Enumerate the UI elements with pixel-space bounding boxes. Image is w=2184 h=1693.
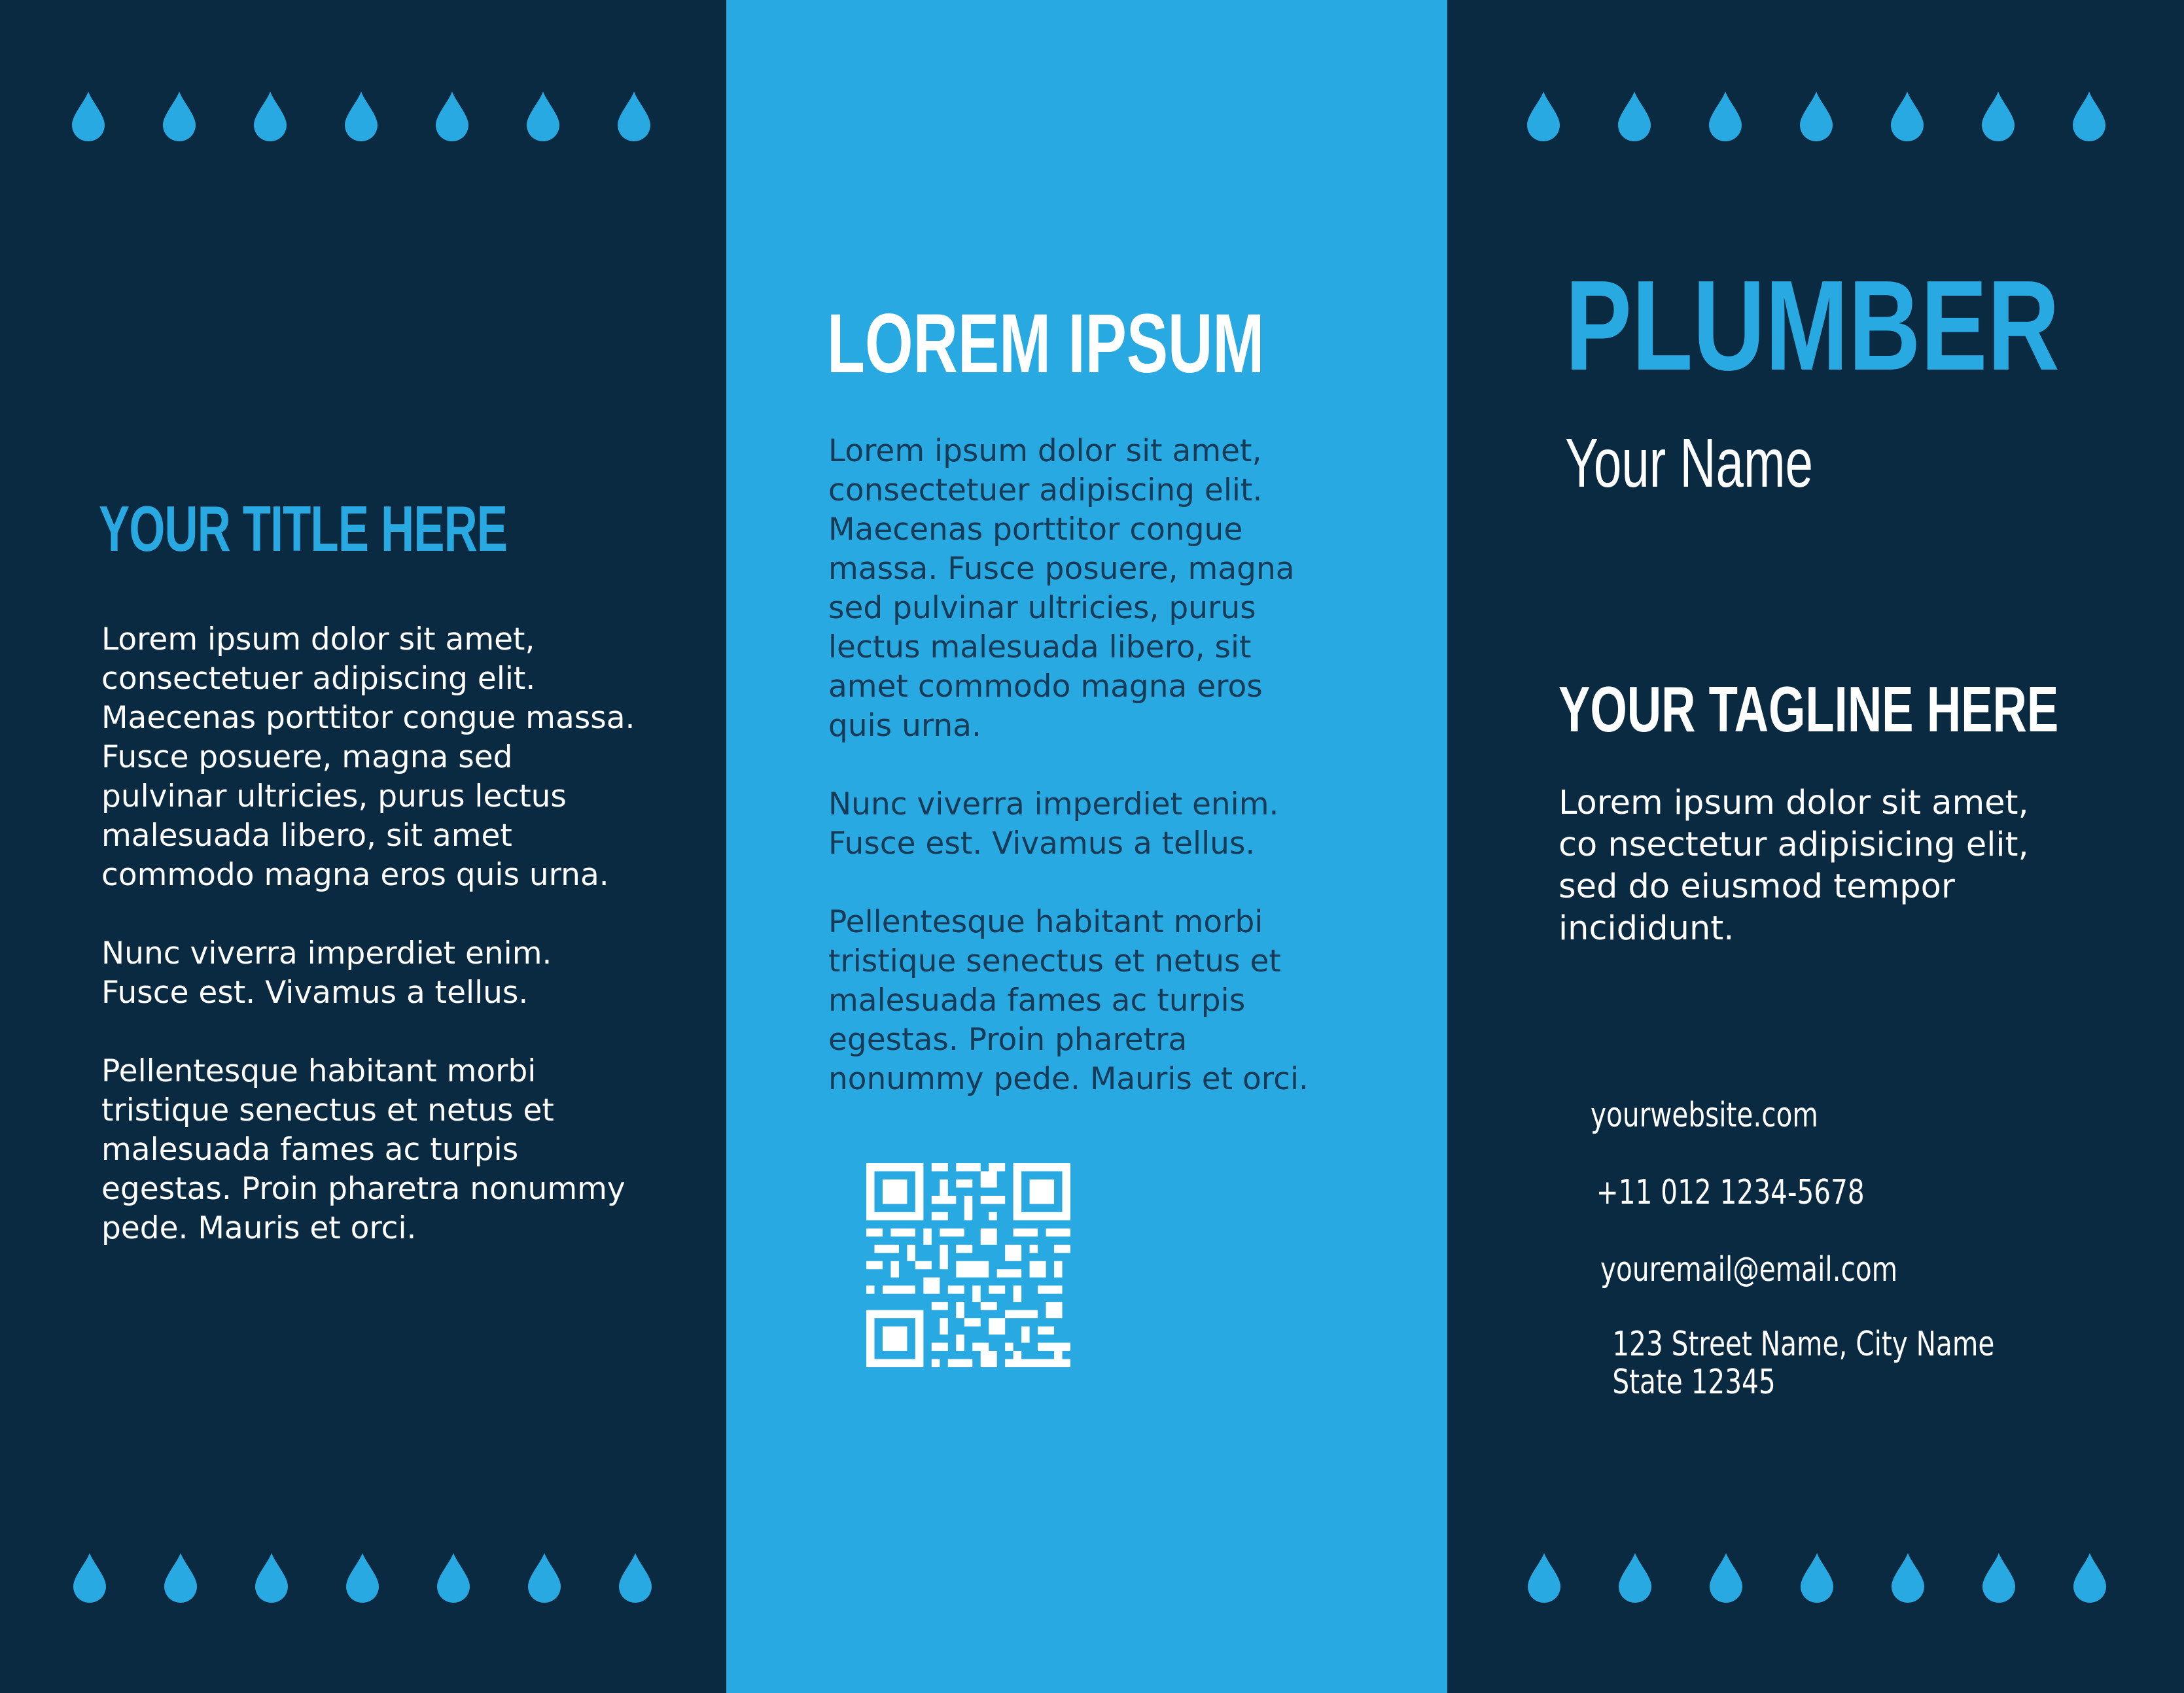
water-drop-icon	[1527, 92, 1560, 141]
water-drop-icon	[164, 1553, 197, 1603]
left-body	[101, 620, 690, 1248]
bottom-drop-row	[73, 1553, 652, 1603]
water-drop-icon	[618, 92, 650, 141]
bottom-drop-row-right	[1528, 1553, 2106, 1603]
left-panel	[0, 0, 726, 1693]
water-drop-icon	[1618, 92, 1651, 141]
right-description	[1559, 782, 2095, 950]
address: 123 Street Name, City Name State 12345	[1612, 1325, 1995, 1402]
qr-code-icon	[866, 1163, 1070, 1367]
owner-name: Your Name	[1565, 425, 1814, 502]
water-drop-icon	[1710, 1553, 1742, 1603]
water-drop-icon	[1800, 92, 1833, 141]
water-drop-icon	[2073, 1553, 2106, 1603]
left-paragraph-3: Pellentesque habitant morbi tristique senectus et netus et malesuada fames ac turpis egestas. Proin pharetra nonummy pede. Mauris et orci.	[101, 1053, 625, 1246]
water-drop-icon	[72, 92, 105, 141]
tagline: YOUR TAGLINE HERE	[1559, 673, 2059, 745]
middle-paragraph-1: Lorem ipsum dolor sit amet, consectetuer adipiscing elit. Maecenas porttitor congue massa. Fusce posuere, magna sed pulvinar ultricies, purus lectus malesuada libero, sit amet commodo magna eros quis urna.	[828, 433, 1295, 744]
phone-number[interactable]: +11 012 1234-5678	[1596, 1173, 1865, 1212]
left-title: YOUR TITLE HERE	[99, 493, 508, 565]
top-drop-row-right	[1527, 92, 2105, 141]
top-drop-row	[72, 92, 650, 141]
water-drop-icon	[1982, 1553, 2015, 1603]
middle-paragraph-2: Nunc viverra imperdiet enim. Fusce est. Vivamus a tellus.	[828, 786, 1279, 862]
water-drop-icon	[619, 1553, 652, 1603]
left-paragraph-1: Lorem ipsum dolor sit amet, consectetuer adipiscing elit. Maecenas porttitor congue massa. Fusce posuere, magna sed pulvinar ultricies, purus lectus malesuada libero, sit amet commodo magna eros quis urna.	[101, 621, 635, 893]
middle-paragraph-3: Pellentesque habitant morbi tristique senectus et netus et malesuada fames ac turpis egestas. Proin pharetra nonummy pede. Mauris et orci.	[828, 904, 1309, 1097]
business-heading: PLUMBER	[1565, 254, 2060, 397]
left-paragraph-2: Nunc viverra imperdiet enim. Fusce est. Vivamus a tellus.	[101, 935, 552, 1011]
water-drop-icon	[1892, 1553, 1924, 1603]
water-drop-icon	[1619, 1553, 1651, 1603]
water-drop-icon	[1982, 92, 2015, 141]
water-drop-icon	[2073, 92, 2105, 141]
water-drop-icon	[1709, 92, 1742, 141]
water-drop-icon	[255, 1553, 288, 1603]
water-drop-icon	[73, 1553, 106, 1603]
website-link[interactable]: yourwebsite.com	[1591, 1096, 1818, 1135]
water-drop-icon	[163, 92, 196, 141]
water-drop-icon	[1801, 1553, 1833, 1603]
water-drop-icon	[1891, 92, 1924, 141]
email-link[interactable]: youremail@email.com	[1600, 1250, 1898, 1289]
water-drop-icon	[437, 1553, 470, 1603]
water-drop-icon	[1528, 1553, 1560, 1603]
water-drop-icon	[436, 92, 468, 141]
water-drop-icon	[346, 1553, 379, 1603]
water-drop-icon	[528, 1553, 561, 1603]
middle-title: LOREM IPSUM	[827, 297, 1265, 391]
water-drop-icon	[345, 92, 378, 141]
right-description-text: Lorem ipsum dolor sit amet, co nsectetur adipisicing elit, sed do eiusmod tempor incididunt.	[1559, 784, 2029, 948]
middle-body	[828, 432, 1417, 1099]
water-drop-icon	[254, 92, 287, 141]
water-drop-icon	[527, 92, 559, 141]
